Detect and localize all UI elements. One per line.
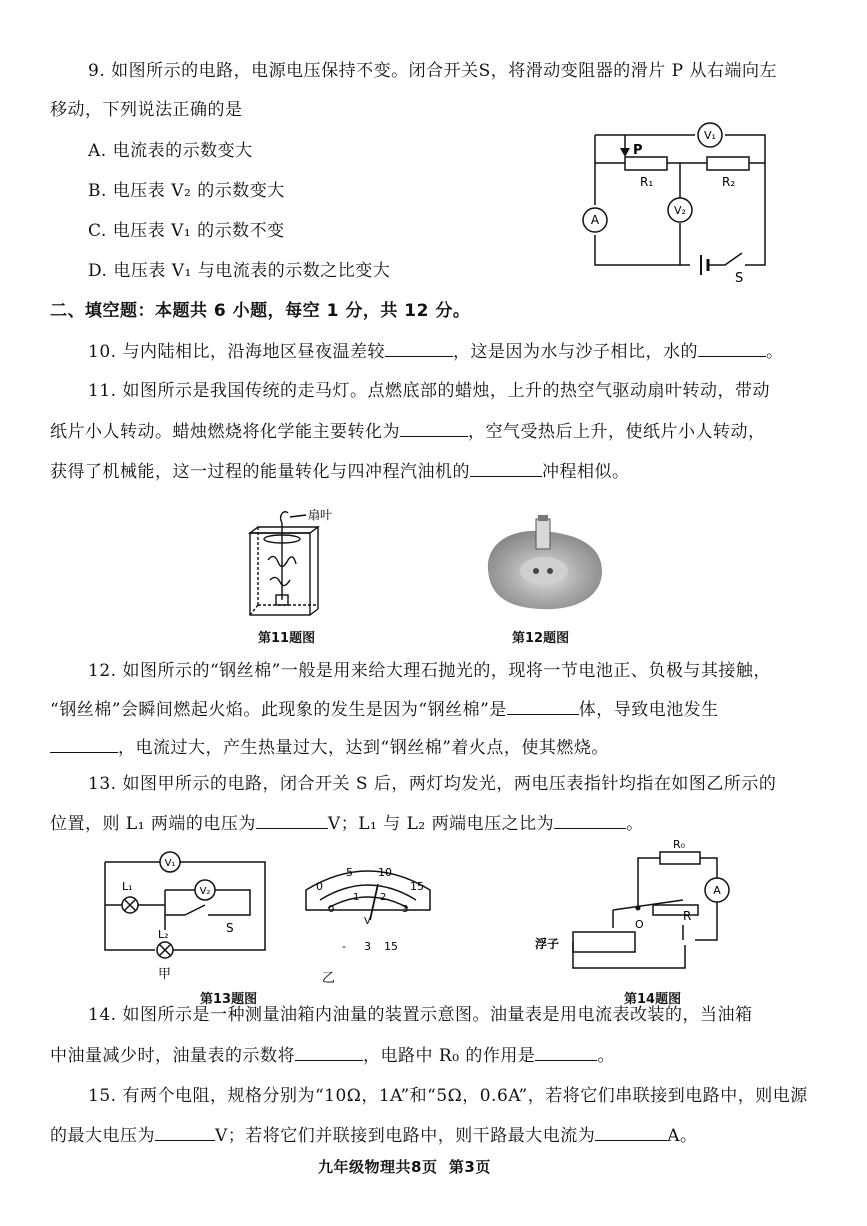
q9-circuit-figure <box>580 120 780 285</box>
q13-label-jia: 甲 <box>158 967 172 982</box>
q13-switch-label: S <box>226 921 234 935</box>
q15-text-2a: 的最大电压为 <box>50 1126 155 1146</box>
q15-blank-1[interactable] <box>155 1124 215 1141</box>
q13-line1: 13. 如图甲所示的电路，闭合开关 S 后，两灯均发光，两电压表指针均指在如图乙所示的 <box>88 774 777 794</box>
footer-total-pages: 九年级物理共8页 <box>318 1158 438 1176</box>
q11-text-2b: ，空气受热后上升，使纸片小人转动， <box>468 422 766 442</box>
q14-label-r: R <box>683 909 692 923</box>
q14-text-2a: 中油量减少时，油量表的示数将 <box>50 1046 295 1066</box>
q11-blank-1[interactable] <box>400 420 468 437</box>
q9-voltmeter-v1: V₁ <box>704 129 716 142</box>
q13-voltmeter-yi-figure <box>298 860 438 985</box>
q15-line1: 15. 有两个电阻，规格分别为“10Ω，1A”和“5Ω，0.6A”，若将它们串联接到电路中，则电源 <box>88 1086 808 1106</box>
q13-line2 <box>50 812 644 835</box>
q14-blank-2[interactable] <box>535 1044 597 1061</box>
q14-text-2b: ，电路中 R₀ 的作用是 <box>363 1046 536 1066</box>
q10-line <box>88 340 783 363</box>
q13-circuit-jia-figure <box>100 850 270 985</box>
q9-label-r2: R₂ <box>722 175 736 189</box>
q14-line2 <box>50 1044 615 1067</box>
q13-dial-top-tick-1: 0 <box>316 880 323 893</box>
q13-voltmeter-v1: V₁ <box>164 858 176 869</box>
q15-blank-2[interactable] <box>595 1124 667 1141</box>
q11-lantern-figure <box>240 505 350 623</box>
q13-dial-bottom-tick-1: 0 <box>328 904 335 915</box>
q10-blank-2[interactable] <box>698 340 766 357</box>
q13-text-2c: 。 <box>626 814 644 834</box>
q13-dial-top-tick-4: 15 <box>410 880 424 893</box>
q12-text-3: ，电流过大，产生热量过大，达到“钢丝棉”着火点，使其燃烧。 <box>118 738 609 758</box>
q13-lamp-l1-label: L₁ <box>122 880 133 893</box>
q13-dial-top-tick-3: 10 <box>378 866 392 879</box>
q13-terminal-15: 15 <box>384 940 398 953</box>
q15-line2 <box>50 1124 698 1147</box>
q9-voltmeter-v2: V₂ <box>674 204 686 217</box>
q13-blank-1[interactable] <box>256 812 328 829</box>
q13-terminal-neg: - <box>342 940 346 953</box>
q14-pivot-o: O <box>635 918 644 931</box>
q13-terminal-3: 3 <box>364 940 371 953</box>
q11-text-3b: 冲程相似。 <box>542 462 630 482</box>
q9-stem-line1: 9. 如图所示的电路，电源电压保持不变。闭合开关S，将滑动变阻器的滑片 P 从右端向左 <box>88 61 778 81</box>
q11-line1: 11. 如图所示是我国传统的走马灯。点燃底部的蜡烛，上升的热空气驱动扇叶转动，带动 <box>88 381 770 401</box>
q12-figure-caption: 第12题图 <box>512 631 570 646</box>
q15-text-2b: V；若将它们并联接到电路中，则干路最大电流为 <box>215 1126 596 1146</box>
q9-option-a: A. 电流表的示数变大 <box>88 141 253 161</box>
q13-dial-top-tick-2: 5 <box>346 866 353 879</box>
q9-option-b: B. 电压表 V₂ 的示数变大 <box>88 181 285 201</box>
footer-page-number: 第3页 <box>448 1158 491 1176</box>
q14-blank-1[interactable] <box>295 1044 363 1061</box>
q9-option-c: C. 电压表 V₁ 的示数不变 <box>88 221 285 241</box>
q10-blank-1[interactable] <box>385 340 453 357</box>
q13-text-2b: V；L₁ 与 L₂ 两端电压之比为 <box>327 814 555 834</box>
q14-figure-caption: 第14题图 <box>624 992 682 1007</box>
q12-blank-1[interactable] <box>507 698 579 715</box>
q9-switch-label: S <box>735 271 744 286</box>
q9-label-r1: R₁ <box>640 175 654 189</box>
q13-dial-unit: V <box>364 916 371 927</box>
q13-blank-2[interactable] <box>554 812 626 829</box>
q12-line2 <box>50 698 719 721</box>
q14-label-r0: R₀ <box>673 838 686 851</box>
q9-stem-line2: 移动，下列说法正确的是 <box>50 100 243 120</box>
q12-steel-wool-figure <box>478 515 610 615</box>
q13-text-2a: 位置，则 L₁ 两端的电压为 <box>50 814 256 834</box>
q12-text-2a: “钢丝棉”会瞬间燃起火焰。此现象的发生是因为“钢丝棉”是 <box>50 700 507 720</box>
q14-line1: 14. 如图所示是一种测量油箱内油量的装置示意图。油量表是用电流表改装的，当油箱 <box>88 1005 753 1025</box>
q13-dial-bottom-tick-3: 2 <box>380 892 387 903</box>
q15-text-2c: A。 <box>667 1126 698 1146</box>
q11-text-3a: 获得了机械能，这一过程的能量转化与四冲程汽油机的 <box>50 462 470 482</box>
q14-float-label: 浮子 <box>535 937 560 951</box>
q10-text-a: 10. 与内陆相比，沿海地区昼夜温差较 <box>88 342 385 362</box>
q14-ammeter-a: A <box>713 884 721 897</box>
q9-ammeter-a: A <box>590 213 600 227</box>
q11-text-2a: 纸片小人转动。蜡烛燃烧将化学能主要转化为 <box>50 422 400 442</box>
q14-text-2c: 。 <box>597 1046 615 1066</box>
page-footer <box>318 1156 491 1178</box>
q11-fan-blade-label: 扇叶 <box>308 508 333 522</box>
q12-text-2b: 体，导致电池发生 <box>578 700 719 720</box>
q11-figure-caption: 第11题图 <box>258 631 316 646</box>
section-2-heading: 二、填空题：本题共 6 小题，每空 1 分，共 12 分。 <box>50 301 471 321</box>
q11-blank-2[interactable] <box>470 460 542 477</box>
q10-text-c: 。 <box>765 342 784 362</box>
q14-oil-gauge-figure <box>535 838 745 980</box>
q13-figure-caption: 第13题图 <box>200 992 258 1007</box>
q13-dial-bottom-tick-2: 1 <box>353 892 360 903</box>
q9-option-d: D. 电压表 V₁ 与电流表的示数之比变大 <box>88 261 391 281</box>
q11-line2 <box>50 420 766 443</box>
q10-text-b: ，这是因为水与沙子相比，水的 <box>452 342 698 362</box>
q12-line3 <box>50 736 609 759</box>
q12-blank-2[interactable] <box>50 736 118 753</box>
q13-label-yi: 乙 <box>322 971 336 986</box>
q13-lamp-l2-label: L₂ <box>158 928 169 941</box>
q11-line3 <box>50 460 630 483</box>
q12-line1: 12. 如图所示的“钢丝棉”一般是用来给大理石抛光的，现将一节电池正、负极与其接触， <box>88 661 771 681</box>
q13-voltmeter-v2: V₂ <box>199 886 211 897</box>
q13-dial-bottom-tick-4: 3 <box>402 904 409 915</box>
q9-label-p: P <box>633 143 643 158</box>
